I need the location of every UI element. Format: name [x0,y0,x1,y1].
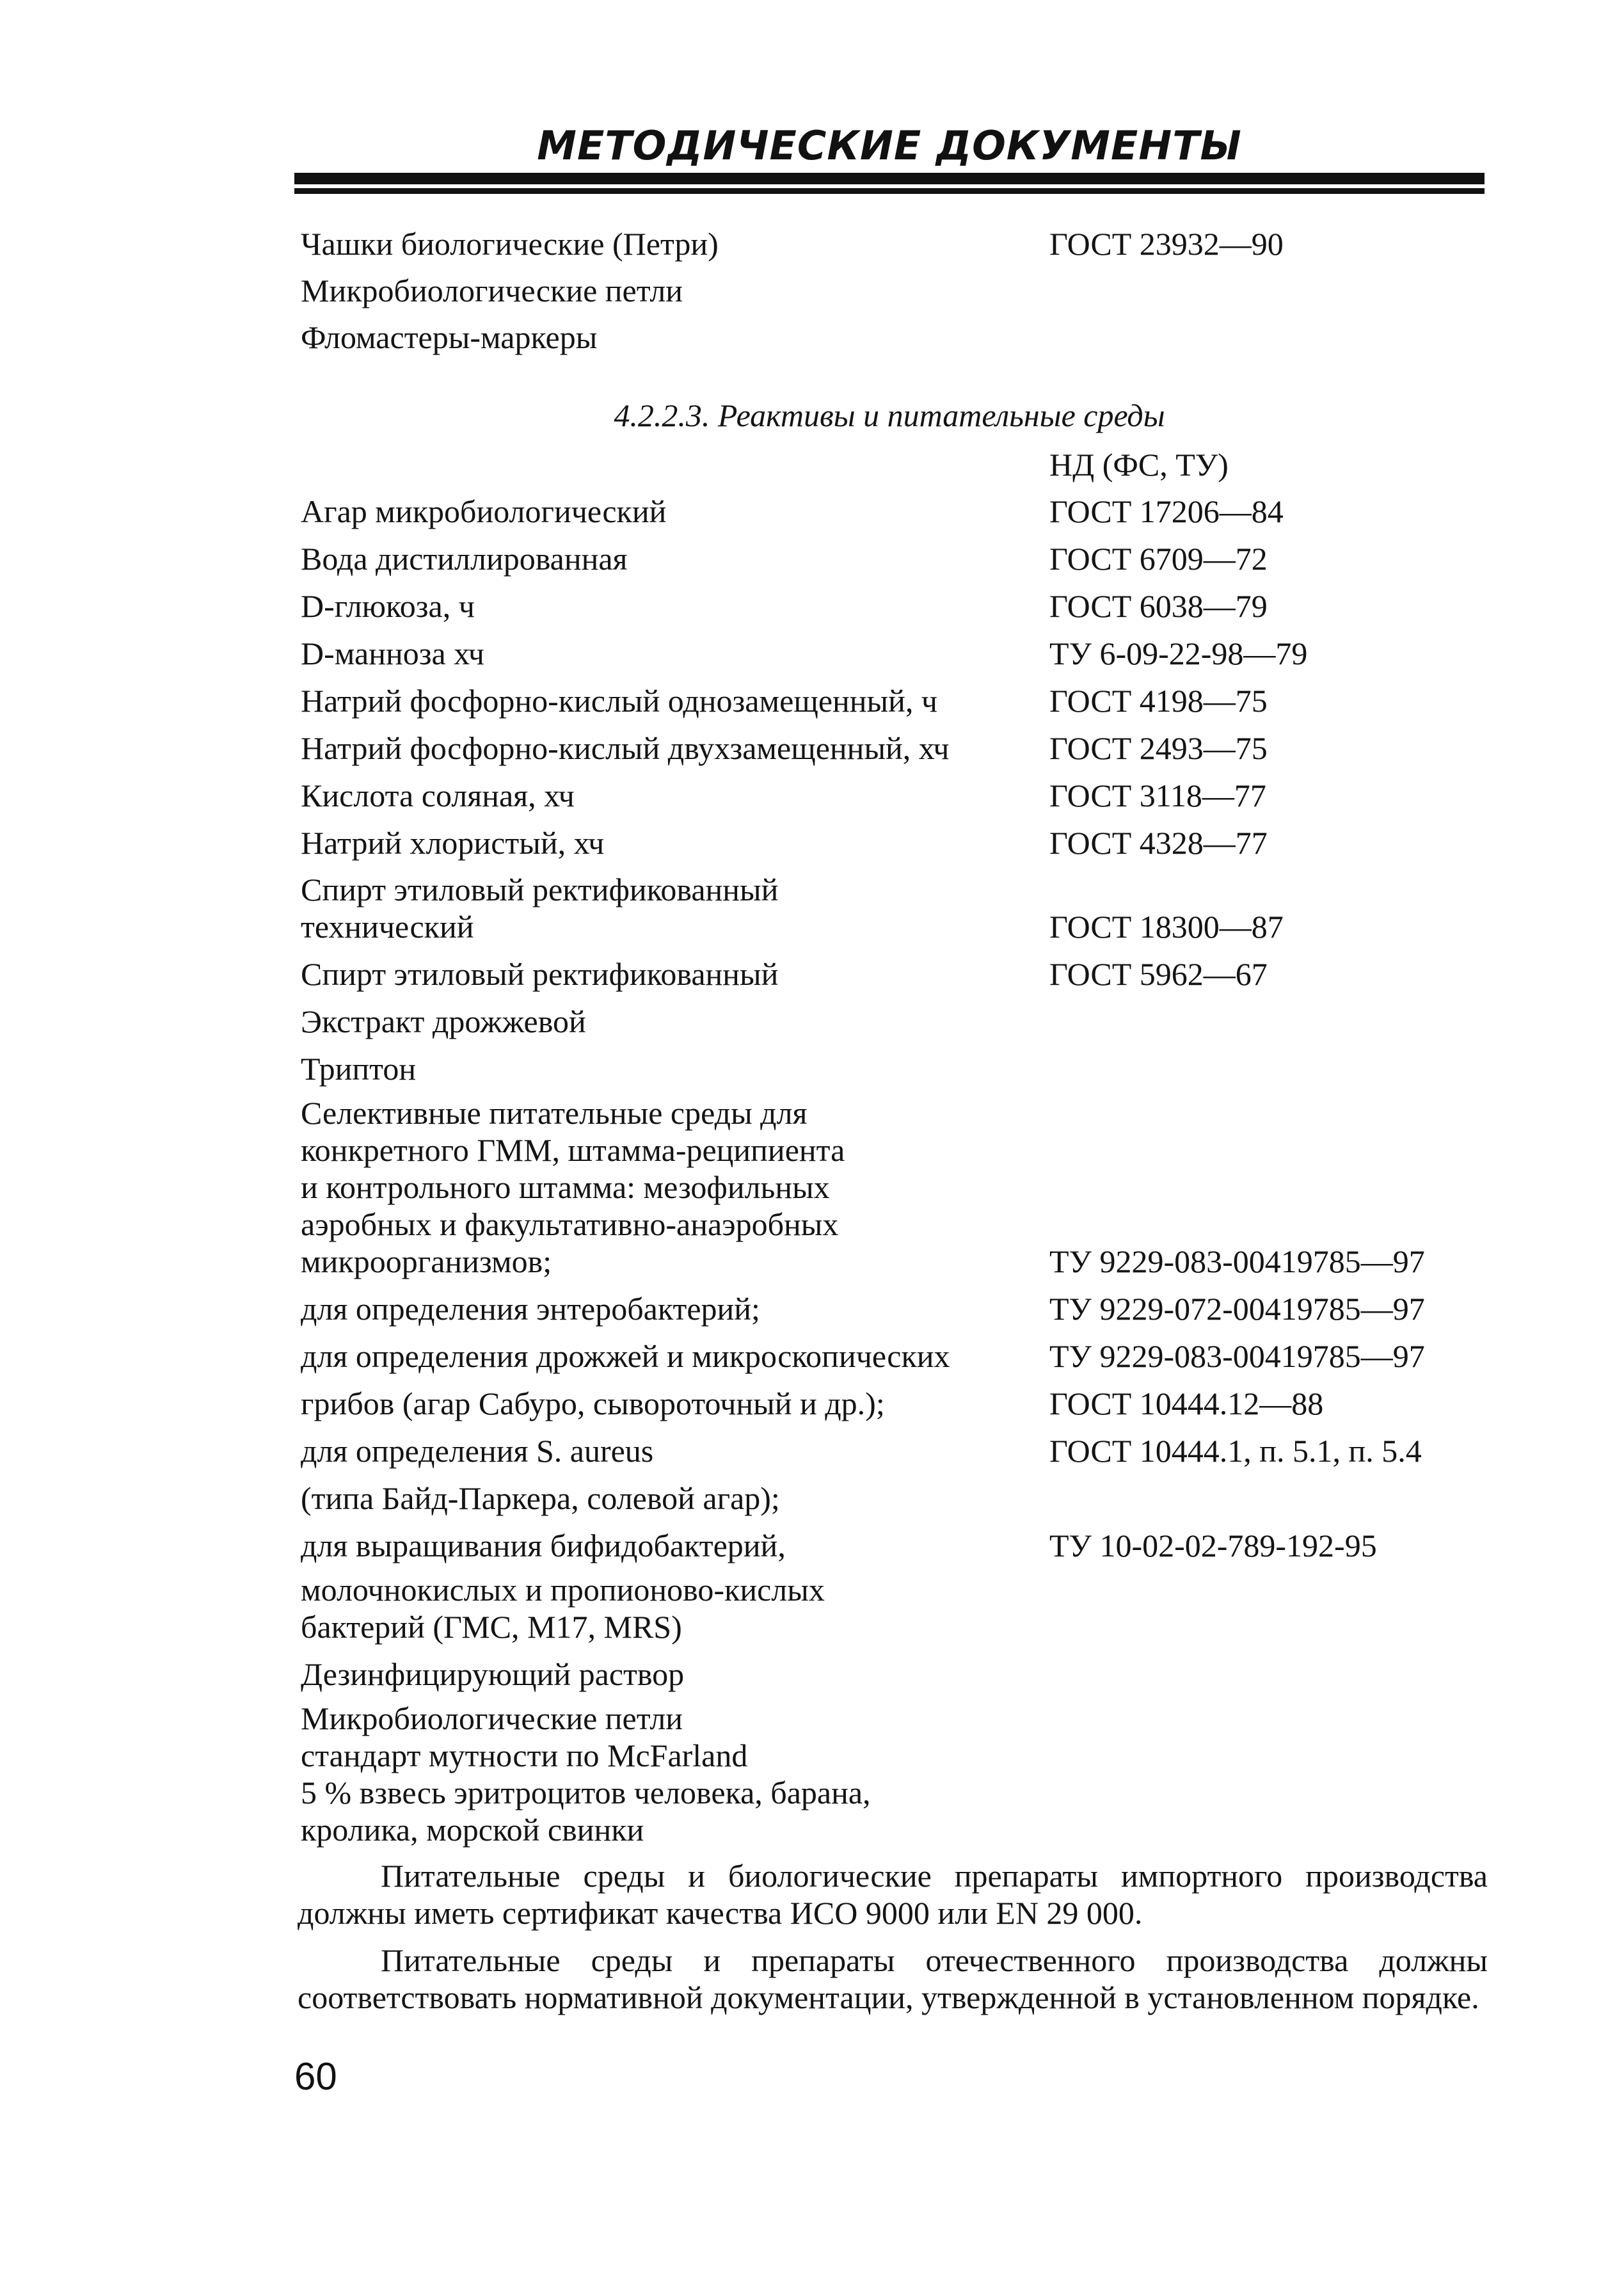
item-name: для выращивания бифидобактерий, [301,1528,786,1563]
item-name: Вода дистиллированная [301,541,628,577]
item-name: Микробиологические петли [301,1700,683,1736]
paragraph-text: Питательные среды и биологические препараты импортного производства должны иметь сертификат качества ИСО 9000 или EN 29 000. [298,1858,1488,1931]
item-name: для определения дрожжей и микроскопических [301,1338,950,1374]
item-name: Агар микробиологический [301,493,667,529]
item-name: бактерий (ГМС, М17, MRS) [301,1609,682,1645]
item-standard: ГОСТ 6038—79 [1049,588,1268,624]
item-standard: ГОСТ 18300—87 [1049,909,1284,945]
item-name: Натрий хлористый, хч [301,825,605,861]
item-name: Спирт этиловый ректификованный [301,956,779,992]
item-name: Триптон [301,1051,417,1087]
item-standard: ТУ 9229-083-00419785—97 [1049,1338,1425,1374]
item-standard: ТУ 6-09-22-98—79 [1049,635,1308,671]
item-standard: ГОСТ 10444.1, п. 5.1, п. 5.4 [1049,1433,1422,1469]
item-standard: ГОСТ 10444.12—88 [1049,1386,1324,1421]
running-header-title: МЕТОДИЧЕСКИЕ ДОКУМЕНТЫ [537,122,1242,169]
item-name: и контрольного штамма: мезофильных [301,1169,830,1205]
item-name: D-манноза хч [301,635,484,671]
page-number: 60 [294,2055,337,2098]
item-standard: ГОСТ 2493—75 [1049,730,1268,766]
item-name: конкретного ГММ, штамма-реципиента [301,1132,845,1168]
paragraph-text: Питательные среды и препараты отечественного производства должны соответствовать нормативной документации, утвержденной в установленном порядке. [298,1942,1488,2015]
section-title: 4.2.2.3. Реактивы и питательные среды [614,397,1165,433]
item-name: Фломастеры-маркеры [301,319,598,355]
item-name: грибов (агар Сабуро, сывороточный и др.); [301,1386,885,1421]
item-standard: ГОСТ 23932—90 [1049,226,1284,262]
item-name: Кислота соляная, хч [301,778,575,813]
item-name: Микробиологические петли [301,273,683,308]
item-name: (типа Байд-Паркера, солевой агар); [301,1480,780,1516]
item-name: Дезинфицирующий раствор [301,1656,685,1692]
item-standard: ГОСТ 17206—84 [1049,493,1284,529]
item-name: технический [301,909,474,945]
item-name: Натрий фосфорно-кислый двухзамещенный, хч [301,730,950,766]
item-name: аэробных и факультативно-анаэробных [301,1206,839,1242]
header-rule [294,173,1485,188]
body-paragraph [298,1942,1488,2016]
item-standard: ГОСТ 5962—67 [1049,956,1268,992]
item-name: D-глюкоза, ч [301,588,475,624]
item-standard: ГОСТ 4328—77 [1049,825,1268,861]
item-standard: ТУ 10-02-02-789-192-95 [1049,1528,1377,1563]
item-name: Спирт этиловый ректификованный [301,872,779,907]
item-name: для определения S. aureus [301,1433,654,1469]
body-paragraph [298,1857,1488,1931]
item-name: для определения энтеробактерий; [301,1291,760,1327]
item-standard: ГОСТ 3118—77 [1049,778,1266,813]
item-name: Чашки биологические (Петри) [301,226,719,262]
item-standard: ГОСТ 4198—75 [1049,683,1268,719]
item-standard: ТУ 9229-072-00419785—97 [1049,1291,1425,1327]
item-standard: ГОСТ 6709—72 [1049,541,1268,577]
item-name: Экстракт дрожжевой [301,1003,586,1039]
item-standard: ТУ 9229-083-00419785—97 [1049,1243,1425,1279]
item-name: кролика, морской свинки [301,1812,644,1848]
item-name: Натрий фосфорно-кислый однозамещенный, ч [301,683,938,719]
item-name: молочнокислых и пропионово-кислых [301,1572,825,1608]
item-name: стандарт мутности по McFarland [301,1738,748,1773]
item-name: микроорганизмов; [301,1243,552,1279]
column-header: НД (ФС, ТУ) [1049,447,1229,483]
item-name: Селективные питательные среды для [301,1095,808,1131]
item-name: 5 % взвесь эритроцитов человека, барана, [301,1775,871,1810]
